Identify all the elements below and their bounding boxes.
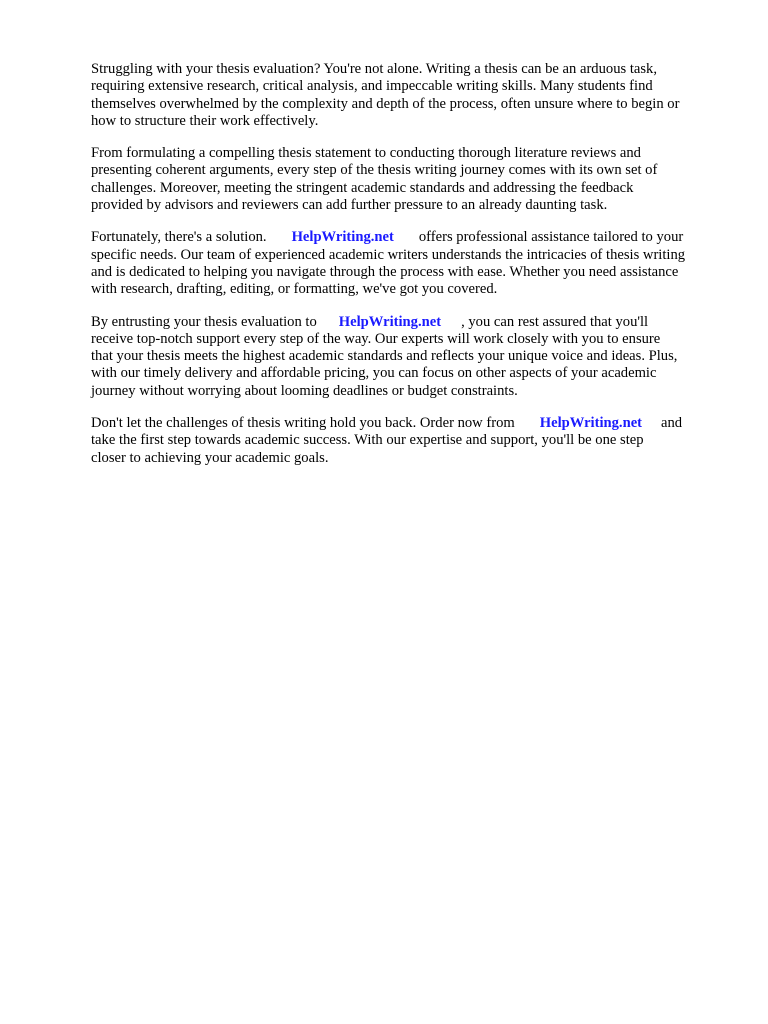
text-line: how to structure their work effectively. [91,112,319,129]
helpwriting-link[interactable]: HelpWriting.net [338,313,442,330]
text-line: themselves overwhelmed by the complexity and depth of the process, often unsure where to begin or [91,95,680,112]
text-line: closer to achieving your academic goals. [91,449,329,466]
paragraph-intro [91,61,731,130]
text-line: challenges. Moreover, meeting the stringent academic standards and addressing the feedback [91,179,634,196]
paragraph-challenges [91,145,731,214]
text-fragment: Don't let the challenges of thesis writing hold you back. Order now from [91,415,515,432]
text-line: and is dedicated to helping you navigate through the process with ease. Whether you need assistance [91,263,679,280]
text-fragment: Fortunately, there's a solution. [91,229,267,246]
paragraph-support [91,314,731,400]
text-line: From formulating a compelling thesis statement to conducting thorough literature reviews and [91,145,641,162]
text-fragment: and [661,415,683,432]
text-fragment: By entrusting your thesis evaluation to [91,313,317,330]
text-line: receive top-notch support every step of the way. Our experts will work closely with you to ensure [91,330,661,347]
text-line: requiring extensive research, critical analysis, and impeccable writing skills. Many students find [91,78,653,95]
helpwriting-link[interactable]: HelpWriting.net [539,415,643,432]
text-line: take the first step towards academic success. With our expertise and support, you'll be one step [91,432,644,449]
text-line [91,415,731,432]
document-page [91,61,731,482]
text-line: presenting coherent arguments, every step of the thesis writing journey comes with its own set of [91,162,658,179]
helpwriting-link[interactable]: HelpWriting.net [291,229,394,246]
text-line: Struggling with your thesis evaluation? You're not alone. Writing a thesis can be an arduous task, [91,61,657,77]
text-line: specific needs. Our team of experienced academic writers understands the intricacies of thesis writing [91,246,686,263]
text-fragment: , you can rest assured that you'll [461,313,649,330]
text-fragment: offers professional assistance tailored to your [418,229,684,246]
text-line: journey without worrying about looming deadlines or budget constraints. [91,382,518,399]
paragraph-call-to-action [91,415,731,467]
text-line: provided by advisors and reviewers can add further pressure to an already daunting task. [91,197,608,214]
text-line: with research, drafting, editing, or formatting, we've got you covered. [91,281,498,298]
text-line [91,229,731,246]
text-line: that your thesis meets the highest academic standards and reflects your unique voice and ideas. Plus, [91,348,678,365]
paragraph-solution [91,229,731,298]
text-line: with our timely delivery and affordable pricing, you can focus on other aspects of your academic [91,365,657,382]
text-line [91,314,731,331]
